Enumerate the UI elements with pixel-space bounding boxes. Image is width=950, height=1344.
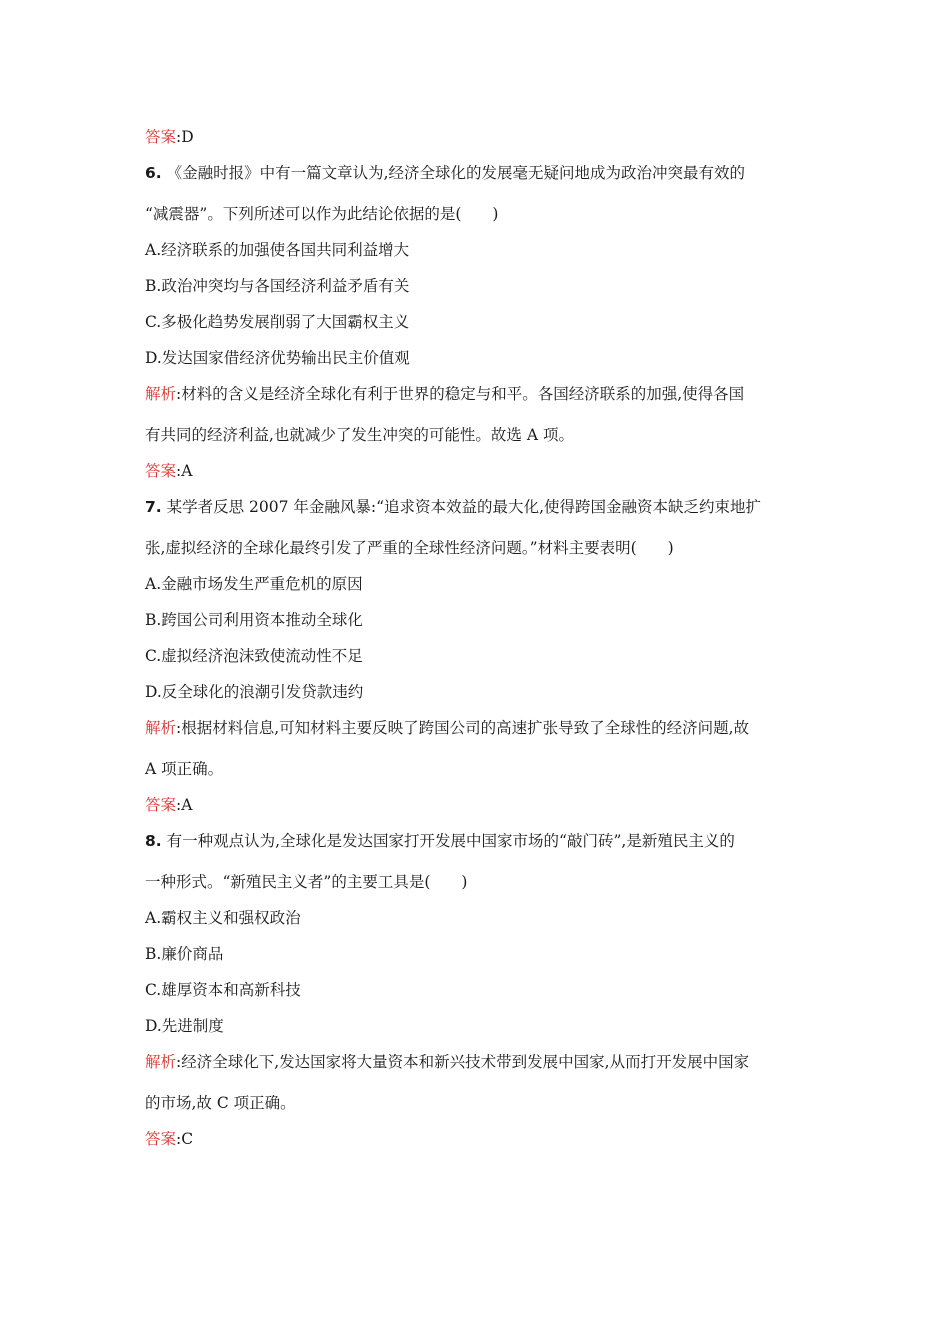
question-8-analysis-line1 (145, 1052, 749, 1072)
answer-line-q6 (145, 461, 192, 481)
question-number: 7. (145, 498, 162, 516)
question-7-analysis-line1 (145, 718, 749, 738)
answer-value: :A (176, 462, 193, 480)
question-6-option-a: A.经济联系的加强使各国共同利益增大 (145, 241, 410, 259)
analysis-label: 解析 (145, 719, 177, 737)
question-8-option-c: C.雄厚资本和高新科技 (145, 981, 301, 999)
question-8-option-b: B.廉价商品 (145, 945, 224, 963)
question-7-option-a: A.金融市场发生严重危机的原因 (145, 575, 363, 593)
answer-label: 答案 (145, 462, 177, 480)
question-number: 8. (145, 832, 162, 850)
question-number: 6. (145, 164, 162, 182)
question-6-stem-line2: “减震器”。下列所述可以作为此结论依据的是( ) (145, 205, 499, 223)
answer-line-q8 (145, 1129, 193, 1149)
question-6-stem-line1 (145, 163, 745, 183)
answer-value: :D (176, 128, 194, 146)
question-7-stem-line2: 张,虚拟经济的全球化最终引发了严重的全球性经济问题。”材料主要表明( ) (145, 539, 674, 557)
answer-label: 答案 (145, 796, 177, 814)
answer-line-q7 (145, 795, 192, 815)
question-7-stem-line1 (145, 497, 761, 517)
question-8-option-a: A.霸权主义和强权政治 (145, 909, 301, 927)
question-6-analysis-line2: 有共同的经济利益,也就减少了发生冲突的可能性。故选 A 项。 (145, 426, 574, 444)
question-7-option-c: C.虚拟经济泡沫致使流动性不足 (145, 647, 363, 665)
question-6-option-b: B.政治冲突均与各国经济利益矛盾有关 (145, 277, 410, 295)
answer-value: :C (176, 1130, 194, 1148)
answer-value: :A (176, 796, 193, 814)
question-7-option-d: D.反全球化的浪潮引发贷款违约 (145, 683, 364, 701)
answer-label: 答案 (145, 1130, 177, 1148)
analysis-label: 解析 (145, 385, 177, 403)
question-7-option-b: B.跨国公司利用资本推动全球化 (145, 611, 363, 629)
question-8-stem-line2: 一种形式。“新殖民主义者”的主要工具是( ) (145, 873, 468, 891)
question-stem: 有一种观点认为,全球化是发达国家打开发展中国家市场的“敲门砖”,是新殖民主义的 (161, 832, 735, 850)
question-6-option-d: D.发达国家借经济优势输出民主价值观 (145, 349, 410, 367)
analysis-label: 解析 (145, 1053, 177, 1071)
answer-line-q5 (145, 127, 194, 147)
question-6-option-c: C.多极化趋势发展削弱了大国霸权主义 (145, 313, 410, 331)
question-8-stem-line1 (145, 831, 735, 851)
question-stem: 某学者反思 2007 年金融风暴:“追求资本效益的最大化,使得跨国金融资本缺乏约束地扩 (161, 498, 761, 516)
analysis-text: :根据材料信息,可知材料主要反映了跨国公司的高速扩张导致了全球性的经济问题,故 (176, 719, 750, 737)
analysis-text: :材料的含义是经济全球化有利于世界的稳定与和平。各国经济联系的加强,使得各国 (176, 385, 745, 403)
question-stem: 《金融时报》中有一篇文章认为,经济全球化的发展毫无疑问地成为政治冲突最有效的 (161, 164, 746, 182)
question-7-analysis-line2: A 项正确。 (145, 760, 224, 778)
answer-label: 答案 (145, 128, 177, 146)
question-6-analysis-line1 (145, 384, 744, 404)
question-8-analysis-line2: 的市场,故 C 项正确。 (145, 1094, 296, 1112)
analysis-text: :经济全球化下,发达国家将大量资本和新兴技术带到发展中国家,从而打开发展中国家 (176, 1053, 750, 1071)
question-8-option-d: D.先进制度 (145, 1017, 224, 1035)
